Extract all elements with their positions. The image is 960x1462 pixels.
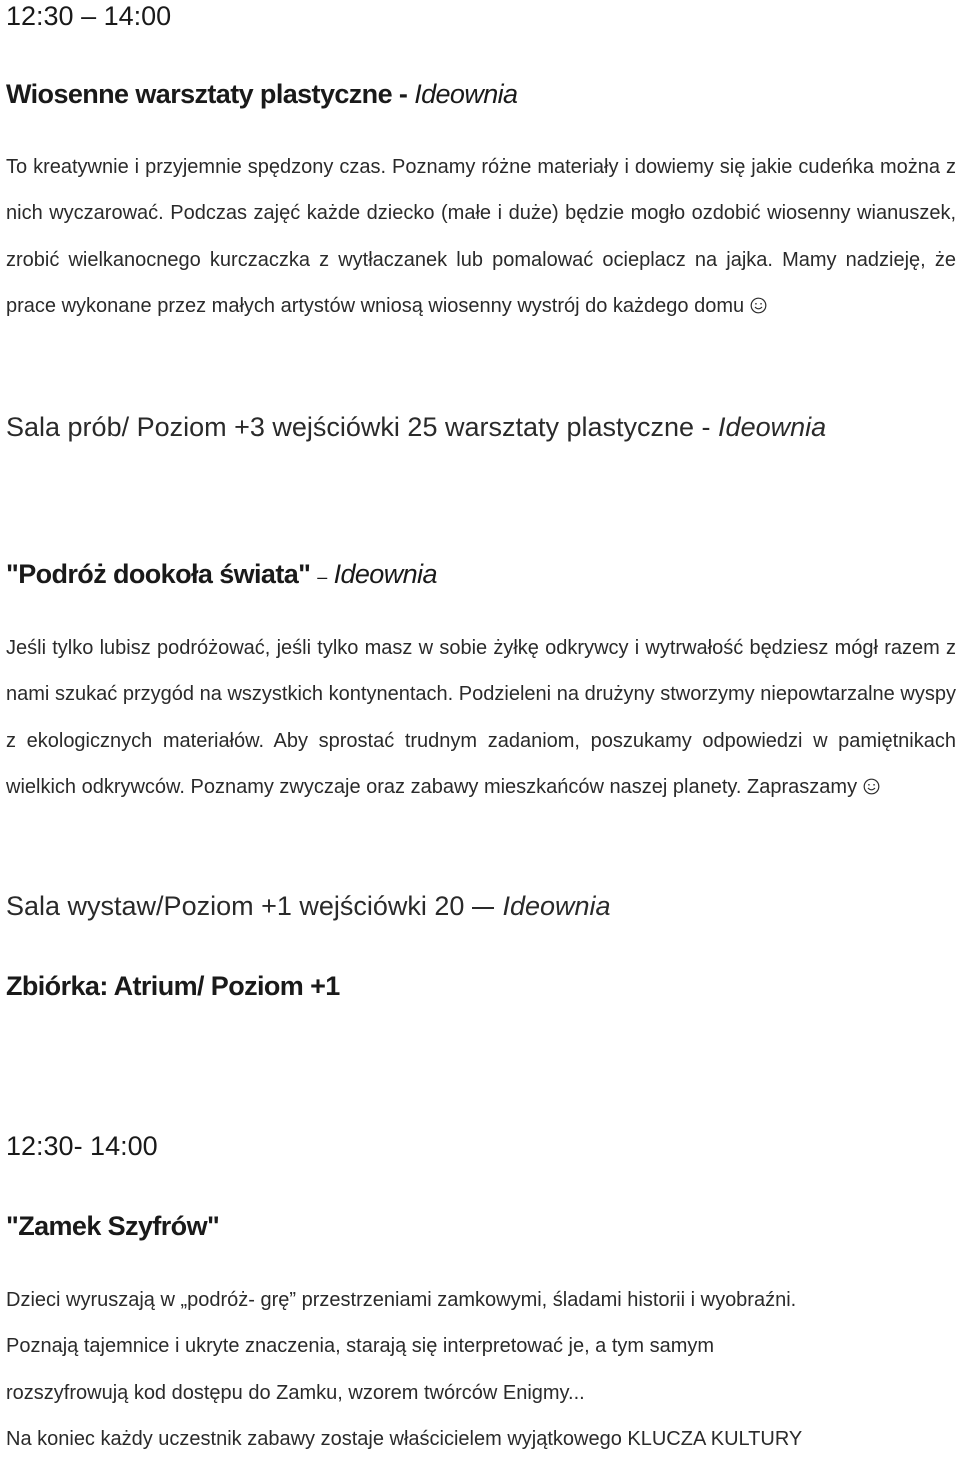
smiley-icon xyxy=(863,778,880,795)
event2-description xyxy=(6,625,956,810)
event3-line4: Na koniec każdy uczestnik zabawy zostaje właścicielem wyjątkowego KLUCZA KULTURY xyxy=(6,1427,803,1450)
event3-description xyxy=(6,1277,956,1462)
event1-description xyxy=(6,144,956,329)
event2-title-dash: – xyxy=(317,567,327,587)
event2-title-org: Ideownia xyxy=(333,559,437,589)
venue-dash xyxy=(472,907,494,909)
event2-title-text: "Podróż dookoła świata" xyxy=(6,559,318,589)
event2-meeting: Zbiórka: Atrium/ Poziom +1 xyxy=(6,971,340,1001)
event1-title-text: Wiosenne warsztaty plastyczne - xyxy=(6,79,415,109)
event3-time: 12:30- 14:00 xyxy=(6,1131,158,1161)
event1-venue xyxy=(6,411,956,443)
event1-venue-org: Ideownia xyxy=(718,412,827,442)
event3-title: "Zamek Szyfrów" xyxy=(6,1211,220,1241)
event2-description-text: Jeśli tylko lubisz podróżować, jeśli tylko masz w sobie żyłkę odkrywcy i wytrwałość będziesz mógł razem z nami szukać przygód na wszystkich kontynentach. Podzieleni na drużyny stworzymy niepowtarzalne wyspy z ekologicznych materiałów. Aby sprostać trudnym zadaniom, poszukamy odpowiedzi w pamiętnikach wielkich odkrywców. Poznamy zwyczaje oraz zabawy mieszkańców naszej planety. Zapraszamy xyxy=(6,637,956,798)
event3-line2: Poznają tajemnice i ukryte znaczenia, starają się interpretować je, a tym samym xyxy=(6,1335,715,1358)
event3-line1: Dzieci wyruszają w „podróż- grę” przestrzeniami zamkowymi, śladami historii i wyobraźni. xyxy=(6,1289,797,1311)
event2-title xyxy=(6,558,956,593)
event1-venue-text: Sala prób/ Poziom +3 wejściówki 25 warsztaty plastyczne - xyxy=(6,412,719,442)
event2-venue xyxy=(6,890,956,922)
event1-time: 12:30 – 14:00 xyxy=(6,1,172,31)
event1-title xyxy=(6,78,956,110)
event3-line3: rozszyfrowują kod dostępu do Zamku, wzorem twórców Enigmy... xyxy=(6,1381,585,1404)
event1-title-org: Ideownia xyxy=(414,79,518,109)
smiley-icon xyxy=(750,297,767,314)
event2-venue-org: Ideownia xyxy=(502,891,611,921)
event1-description-text: To kreatywnie i przyjemnie spędzony czas. Poznamy różne materiały i dowiemy się jakie cudeńka można z nich wyczarować. Podczas zajęć każde dziecko (małe i duże) będzie mogło ozdobić wiosenny wianuszek, zrobić wielkanocnego kurczaczka z wytłaczanek lub pomalować ocieplacz na jajka. Mamy nadzieję, że prace wykonane przez małych artystów wniosą wiosenny wystrój do każdego domu xyxy=(6,156,956,317)
event2-venue-text: Sala wystaw/Poziom +1 wejściówki 20 xyxy=(6,891,465,921)
